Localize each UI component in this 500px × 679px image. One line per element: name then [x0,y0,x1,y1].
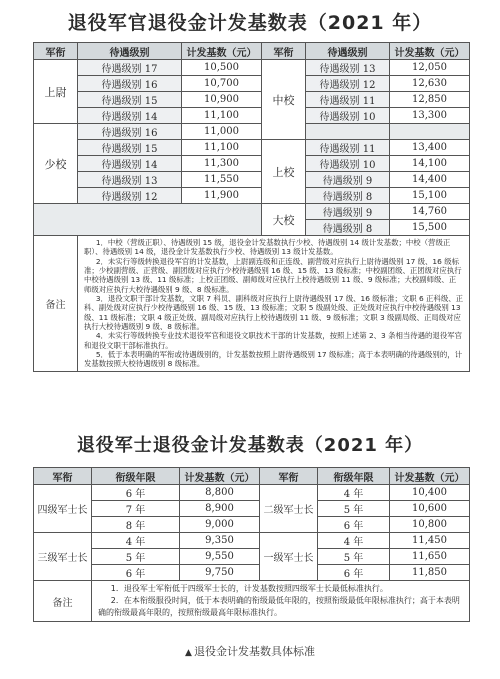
amount-cell: 15,500 [390,220,470,236]
caption-text: 退役金计发基数具体标准 [193,645,315,658]
level-cell: 待遇级别 14 [78,108,182,124]
blank-cell [34,204,262,236]
header-years: 衔级年限 [92,468,180,485]
table-row [34,124,470,140]
amount-cell: 13,300 [390,108,470,124]
level-cell: 待遇级别 14 [78,156,182,172]
officer-table-title: 退役军官退役金计发基数表（2021 年） [67,12,433,34]
table-row [34,501,470,517]
table-row [34,517,470,533]
amount-cell: 9,350 [180,533,260,549]
amount-cell: 11,100 [182,108,262,124]
note-item: 5．低于本表明确的军衔或待遇级别的，计发基数按照上尉待遇级别 17 级标准；高于本表明确的待遇级别的，计发基数按照大校待遇级别 8 级标准。 [84,349,462,369]
triangle-marker-icon: ▲ [185,648,192,658]
amount-cell: 11,650 [390,549,470,565]
note-item: 1．中校（营级正职）、待遇级别 15 级，退役金计发基数执行少校、待遇级别 14 级计发基数；中校（营级正职）、待遇级别 14 级，退役金计发基数执行少校、待遇级别 13 级计发基数。 [84,238,451,257]
amount-cell: 11,300 [182,156,262,172]
amount-cell: 11,100 [182,140,262,156]
years-cell: 4 年 [92,533,180,549]
amount-cell: 10,600 [390,501,470,517]
table-row [34,565,470,581]
amount-cell: 9,000 [180,517,260,533]
amount-cell: 11,450 [390,533,470,549]
soldier-table-title: 退役军士退役金计发基数表（2021 年） [76,435,424,456]
level-cell: 待遇级别 10 [306,156,390,172]
table-row [34,76,470,92]
amount-cell: 14,760 [390,204,470,220]
rank-cell: 上尉 [34,60,78,124]
level-cell: 待遇级别 11 [306,140,390,156]
soldier-pension-table [33,467,470,622]
header-level: 待遇级别 [78,43,182,60]
soldier-table-header-row [34,468,470,485]
header-years: 衔级年限 [318,468,390,485]
amount-cell: 15,100 [390,188,470,204]
amount-cell: 10,400 [390,485,470,501]
header-level: 待遇级别 [306,43,390,60]
amount-cell: 11,000 [182,124,262,140]
level-cell: 待遇级别 17 [78,60,182,76]
rank-cell: 三级军士长 [34,533,92,581]
header-amount: 计发基数（元） [390,468,470,485]
amount-cell: 9,750 [180,565,260,581]
years-cell: 5 年 [318,501,390,517]
amount-cell: 14,100 [390,156,470,172]
level-cell: 待遇级别 15 [78,92,182,108]
notes-cell [78,236,470,372]
level-cell: 待遇级别 8 [306,188,390,204]
level-cell: 待遇级别 12 [78,188,182,204]
level-cell: 待遇级别 13 [78,172,182,188]
amount-cell: 12,050 [390,60,470,76]
years-cell: 8 年 [92,517,180,533]
header-rank: 军衔 [34,468,92,485]
header-amount: 计发基数（元） [180,468,260,485]
level-cell: 待遇级别 16 [78,76,182,92]
notes-cell [92,581,470,622]
header-rank: 军衔 [34,43,78,60]
years-cell: 6 年 [318,565,390,581]
amount-cell: 8,800 [180,485,260,501]
level-cell: 待遇级别 9 [306,204,390,220]
level-cell: 待遇级别 16 [78,124,182,140]
table-row [34,60,470,76]
rank-cell: 上校 [262,140,306,204]
amount-cell: 10,800 [390,517,470,533]
table-row [34,533,470,549]
officer-pension-table [33,42,470,372]
amount-cell: 8,900 [180,501,260,517]
level-cell: 待遇级别 11 [306,92,390,108]
amount-cell: 14,400 [390,172,470,188]
officer-table-header-row [34,43,470,60]
note-item: 3．退役文职干部计发基数，文职 7 科员、副科级对应执行上尉待遇级别 17 级、16 级标准；文职 6 正科级、正科、副处级对应执行少校待遇级别 16 级、15 级、13 级标准；文职 5 级副处级、正处级对应执行中校待遇级别 13 级、11 级标准；文职 4 级正处级、副局级对应执行上校待遇级别 11 级、9 级标准；文职 3 级副局级、正局级对应执行大校待遇级别 9 级、8 级标准。 [84,293,463,331]
blank-cell [390,124,470,140]
years-cell: 4 年 [318,485,390,501]
header-amount: 计发基数（元） [390,43,470,60]
amount-cell: 9,550 [180,549,260,565]
table-row [34,108,470,124]
level-cell: 待遇级别 13 [306,60,390,76]
level-cell: 待遇级别 10 [306,108,390,124]
table-row [34,156,470,172]
amount-cell: 10,500 [182,60,262,76]
table-row [34,172,470,188]
amount-cell: 12,850 [390,92,470,108]
table-row [34,140,470,156]
note-item: 2．在本衔级服役时间，低于本表明确的衔级最低年限的，按照衔级最低年限标准执行；高于本表明确的衔级最高年限的，按照衔级最高年限标准执行。 [98,596,460,617]
level-cell: 待遇级别 15 [78,140,182,156]
rank-cell: 四级军士长 [34,485,92,533]
notes-label: 备注 [34,581,92,622]
level-cell: 待遇级别 8 [306,220,390,236]
years-cell: 6 年 [92,485,180,501]
years-cell: 5 年 [92,549,180,565]
table-row [34,188,470,204]
amount-cell: 12,630 [390,76,470,92]
rank-cell: 少校 [34,124,78,204]
amount-cell: 10,700 [182,76,262,92]
table-row [34,549,470,565]
note-item: 2．未实行等级转换退役军官的计发基数，上尉副连级和正连级、副营级对应执行上尉待遇级别 17 级、16 级标准；少校副营级、正营级、副团级对应执行少校待遇级别 16 级、15 级、13 级标准；中校副团级、正团级对应执行中校待遇级别 13 级、11 级标准；上校正团级、副师级对应执行上校待遇级别 11 级、9 级标准；大校副师级、正师级对应执行大校待遇级别 9 级、8 级标准。 [84,256,462,294]
table-row [34,92,470,108]
amount-cell: 11,850 [390,565,470,581]
amount-cell: 11,550 [182,172,262,188]
note-item: 1．退役军士军衔低于四级军士长的，计发基数按照四级军士长最低标准执行。 [110,584,388,593]
blank-cell [306,124,390,140]
years-cell: 7 年 [92,501,180,517]
level-cell: 待遇级别 12 [306,76,390,92]
notes-label: 备注 [34,236,78,372]
rank-cell: 中校 [262,60,306,140]
amount-cell: 13,400 [390,140,470,156]
notes-row [34,581,470,622]
note-item: 4．未实行等级转换专业技术退役军官和退役文职技术干部的计发基数，按照上述第 2、3 条相当待遇的退役军官和退役文职干部标准执行。 [84,331,462,350]
years-cell: 4 年 [318,533,390,549]
notes-row [34,236,470,372]
table-row [34,485,470,501]
image-caption [0,643,500,659]
years-cell: 6 年 [318,517,390,533]
level-cell: 待遇级别 9 [306,172,390,188]
amount-cell: 10,900 [182,92,262,108]
table-row [34,204,470,220]
rank-cell: 大校 [262,204,306,236]
years-cell: 6 年 [92,565,180,581]
header-rank: 军衔 [260,468,318,485]
header-rank: 军衔 [262,43,306,60]
rank-cell: 一级军士长 [260,533,318,581]
header-amount: 计发基数（元） [182,43,262,60]
years-cell: 5 年 [318,549,390,565]
rank-cell: 二级军士长 [260,485,318,533]
amount-cell: 11,900 [182,188,262,204]
